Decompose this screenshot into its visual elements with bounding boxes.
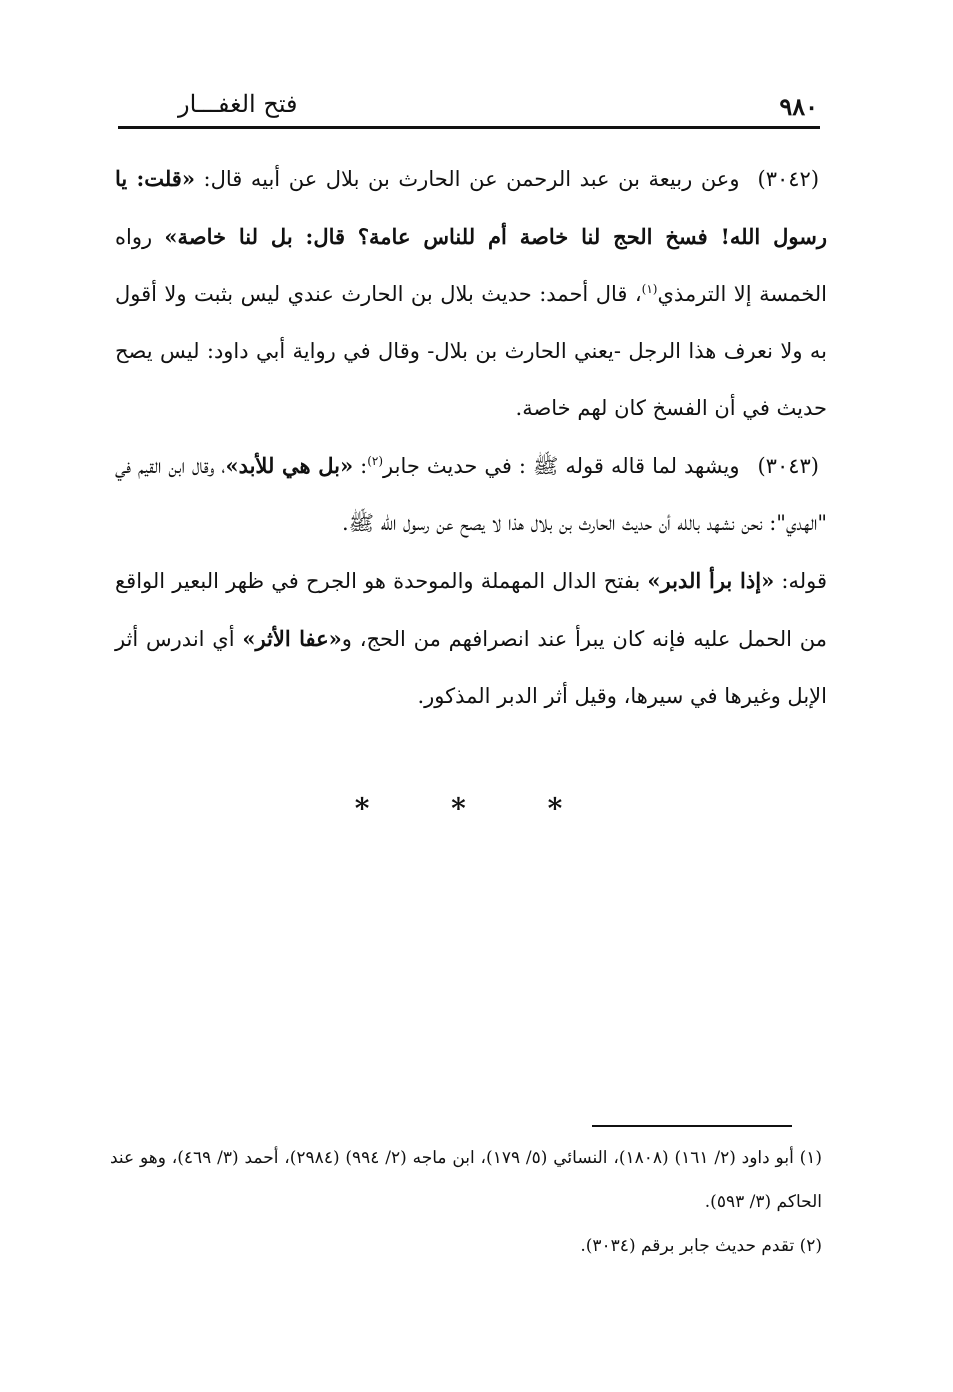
paragraph-text: رواه الخمسة إلا الترمذي [115,225,827,306]
footnote-1: (١) أبو داود (٢/ ١٦١) (١٨٠٨)، النسائي (٥/ ١٧٩)، ابن ماجه (٢/ ٩٩٤) (٢٩٨٤)، أحمد (٣/ ٤٦٩)، وهو عند الحاكم (٣/ ٥٩٣). [110,1148,823,1212]
paragraph-commentary [115,552,827,725]
paragraph-text: بفتح الدال المهملة والموحدة هو الجرح في ظهر البعير الواقع من الحمل عليه فإنه كان يبرأ عند انصرافهم من الحج، و [115,569,827,651]
section-separator: * * * [354,792,599,825]
page-number: ٩٨٠ [779,92,818,121]
hadith-number: (٣٠٤٢) [757,167,820,191]
footnote-ref-2: (٢) [367,454,384,468]
main-text [115,150,827,725]
paragraph-text: أي اندرس أثر الإبل وغيرها في سيرها، وقيل أثر الدبر المذكور. [115,627,827,708]
header-rule [118,126,820,129]
paragraph-text: ، وقال ابن القيم في "الهدي": نحن نشهد بالله أن حديث الحارث بن بلال هذا لا يصح عن رسول الله ﷺ. [115,454,827,535]
paragraph-3043 [115,437,827,552]
paragraph-text: وعن ربيعة بن عبد الرحمن عن الحارث بن بلال عن أبيه قال: [194,167,740,191]
footnote-ref-1: (١) [641,282,658,296]
footnote-2: (٢) تقدم حديث جابر برقم (٣٠٣٤). [580,1236,822,1256]
paragraph-text: قوله: [774,569,827,593]
quoted-term: «إذا برأ الدبر» [647,568,775,593]
page-header [118,88,820,128]
quoted-term: «عفا الأثر» [242,626,342,651]
running-title: فتح الغفـــار [178,90,298,118]
quoted-hadith: «قلت: يا رسول الله! فسخ الحج لنا خاصة أم للناس عامة؟ قال: بل لنا خاصة» [115,166,828,249]
paragraph-3042 [115,150,827,437]
hadith-number: (٣٠٤٣) [757,454,819,478]
footnote-rule [592,1125,792,1127]
paragraph-text: ويشهد لما قاله قوله ﷺ : في حديث جابر [383,454,740,478]
paragraph-text: ، قال أحمد: حديث بلال بن الحارث عندي ليس بثبت ولا أقول به ولا نعرف هذا الرجل -يعني الحارث بن بلال- وقال في رواية أبي داود: ليس يصح حديث في أن الفسخ كان لهم خاصة. [115,282,827,420]
footnotes [110,1136,822,1268]
paragraph-text: : [353,454,368,478]
quoted-hadith: «بل هي للأبد» [225,453,354,478]
